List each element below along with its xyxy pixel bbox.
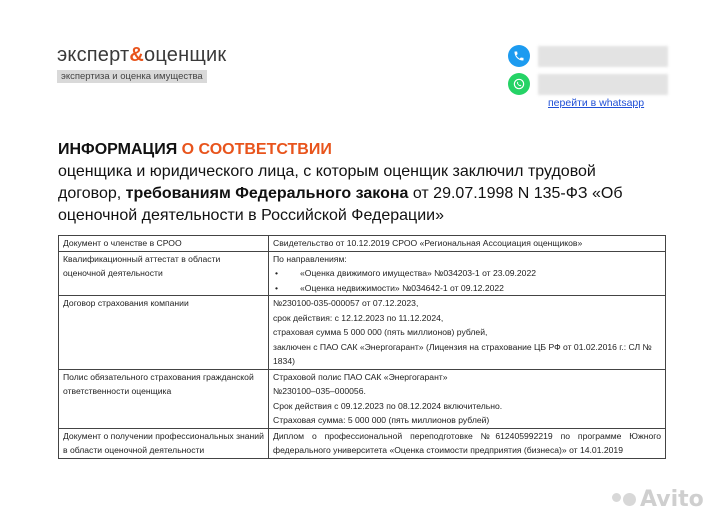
table-row: [59, 296, 666, 370]
table-row: [59, 369, 666, 428]
avito-watermark: [612, 484, 712, 514]
list-item: • «Оценка недвижимости» №034642-1 от 09.12.2022: [273, 281, 661, 296]
title-part5: от 29.07.1998 N 135-ФЗ «Об оценочной деятельности в Российской Федерации»: [58, 185, 623, 224]
value-line: Срок действия с 09.12.2023 по 08.12.2024 включительно.: [273, 400, 503, 411]
avito-dots-icon: [612, 493, 636, 506]
value-line: №230100–035–000056.: [273, 386, 366, 396]
logo-wordmark: [57, 44, 237, 66]
value-line: Страховая сумма: 5 000 000 (пять миллионов рублей): [273, 415, 490, 425]
row-value: [269, 296, 666, 370]
value-line: заключен с ПАО САК «Энергогарант» (Лицензия на страхование ЦБ РФ от 01.02.2016 г.: СЛ № 1834): [273, 341, 652, 366]
value-line: страховая сумма 5 000 000 (пять миллионов) рублей,: [273, 327, 488, 337]
value-line: срок действия: с 12.12.2023 по 11.12.2024,: [273, 312, 444, 323]
row-label: Договор страхования компании: [59, 296, 269, 370]
whatsapp-number-hidden: [538, 74, 668, 95]
row-label: Документ о получении профессиональных знаний в области оценочной деятельности: [59, 428, 269, 458]
title-part4: требованиям Федерального закона: [125, 185, 409, 202]
logo-ampersand: &: [129, 44, 145, 66]
title-part3: оценщика и юридического лица, с которым оценщик заключил трудовой договор,: [58, 163, 596, 202]
phone-contact[interactable]: [508, 45, 668, 67]
row-value: Свидетельство от 10.12.2019 СРОО «Региональная Ассоциация оценщиков»: [269, 236, 666, 252]
company-logo: [57, 44, 237, 84]
table-row: [59, 236, 666, 252]
info-table: [58, 235, 666, 459]
phone-icon: [508, 45, 530, 67]
row-value: [269, 369, 666, 428]
row-intro: По направлениям:: [273, 253, 347, 264]
row-value: [269, 251, 666, 296]
phone-number-hidden: [538, 46, 668, 67]
whatsapp-contact[interactable]: [508, 73, 668, 95]
document-title: [58, 139, 658, 227]
title-part1: ИНФОРМАЦИЯ: [58, 141, 178, 158]
value-line: Страховой полис ПАО САК «Энергогарант»: [273, 371, 448, 382]
watermark-text: Avito: [640, 486, 704, 512]
whatsapp-icon: [508, 73, 530, 95]
row-label: Документ о членстве в СРОО: [59, 236, 269, 252]
table-row: [59, 428, 666, 458]
title-part2: О СООТВЕТСТВИИ: [181, 141, 332, 158]
logo-part2: оценщик: [144, 44, 227, 66]
row-value: Диплом о профессиональной переподготовке №612405992219 по программе Южного федерального университета «Оценка стоимости предприятия (бизнеса)» от 14.01.2019: [269, 428, 666, 458]
list-item: • «Оценка движимого имущества» №034203-1 от 23.09.2022: [273, 266, 661, 281]
logo-subtitle: экспертиза и оценка имущества: [57, 70, 207, 83]
whatsapp-link[interactable]: перейти в whatsapp: [548, 97, 645, 109]
table-row: [59, 251, 666, 296]
logo-part1: эксперт: [57, 44, 130, 66]
value-line: №230100-035-000057 от 07.12.2023,: [273, 298, 419, 308]
attestat-list: [273, 266, 661, 295]
row-label: Полис обязательного страхования гражданской ответственности оценщика: [59, 369, 269, 428]
row-label: Квалификационный аттестат в области оценочной деятельности: [59, 251, 269, 296]
